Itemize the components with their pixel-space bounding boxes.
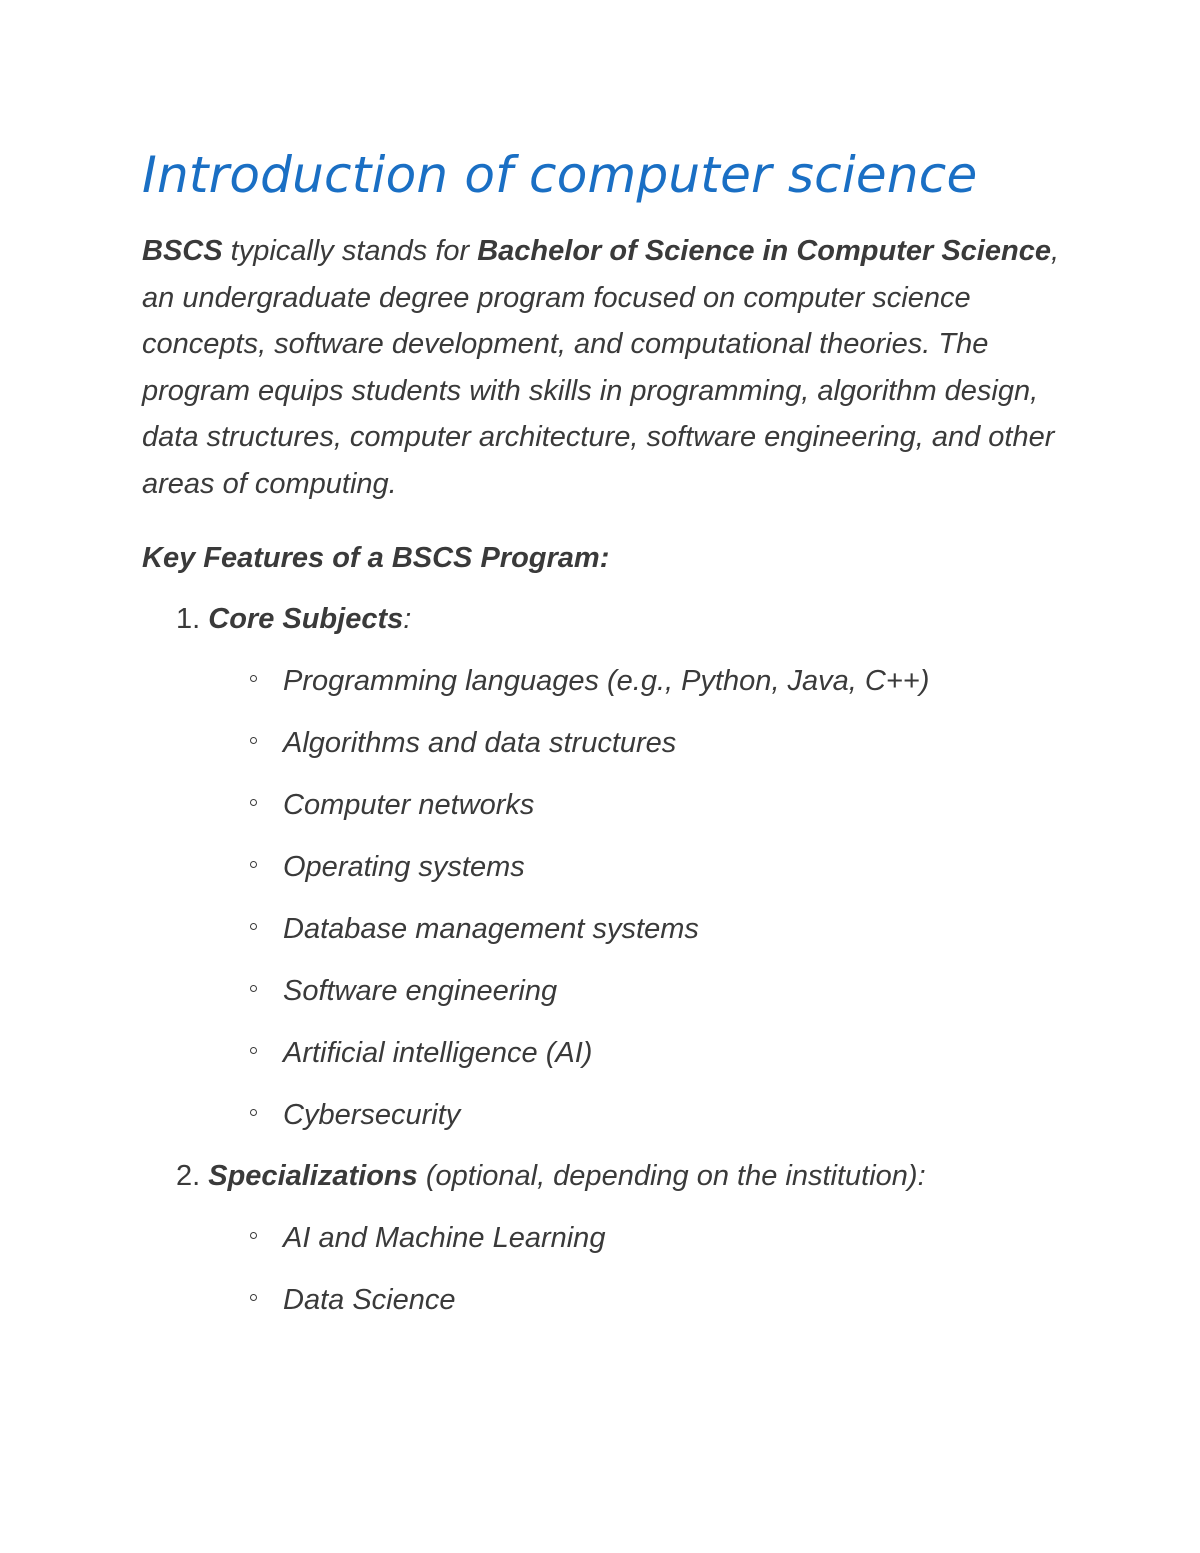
specializations-list xyxy=(142,1218,1062,1320)
hollow-circle-bullet-icon xyxy=(250,675,257,682)
intro-degree-name: Bachelor of Science in Computer Science xyxy=(477,235,1051,267)
list-item-text: Programming languages (e.g., Python, Java, C++) xyxy=(283,665,930,697)
section-heading xyxy=(142,1156,1062,1196)
list-item xyxy=(142,723,1062,763)
intro-term: BSCS xyxy=(142,235,223,267)
list-item xyxy=(142,785,1062,825)
list-item xyxy=(142,847,1062,887)
section-title: Specializations xyxy=(208,1160,418,1192)
hollow-circle-bullet-icon xyxy=(250,1047,257,1054)
list-item-text: Artificial intelligence (AI) xyxy=(283,1037,593,1069)
hollow-circle-bullet-icon xyxy=(250,985,257,992)
list-item-text: Database management systems xyxy=(283,913,699,945)
list-number: 1. xyxy=(176,603,201,635)
list-item-text: Data Science xyxy=(283,1284,456,1316)
hollow-circle-bullet-icon xyxy=(250,923,257,930)
list-item xyxy=(142,661,1062,701)
list-item xyxy=(142,1280,1062,1320)
hollow-circle-bullet-icon xyxy=(250,1109,257,1116)
list-item-text: Operating systems xyxy=(283,851,525,883)
intro-text-1: typically stands for xyxy=(222,235,478,267)
list-item-text: Computer networks xyxy=(283,789,535,821)
hollow-circle-bullet-icon xyxy=(250,1232,257,1239)
intro-paragraph xyxy=(142,228,1062,507)
section-suffix: : xyxy=(403,603,412,635)
list-item-text: Cybersecurity xyxy=(283,1099,461,1131)
hollow-circle-bullet-icon xyxy=(250,861,257,868)
hollow-circle-bullet-icon xyxy=(250,1294,257,1301)
list-item xyxy=(142,1033,1062,1073)
hollow-circle-bullet-icon xyxy=(250,737,257,744)
document-title: Introduction of computer science xyxy=(142,146,978,204)
hollow-circle-bullet-icon xyxy=(250,799,257,806)
key-features-heading: Key Features of a BSCS Program: xyxy=(142,542,610,574)
list-item xyxy=(142,599,1062,1135)
list-item xyxy=(142,1095,1062,1135)
list-item xyxy=(142,1218,1062,1258)
list-item-text: Algorithms and data structures xyxy=(283,727,677,759)
list-item-text: AI and Machine Learning xyxy=(283,1222,606,1254)
section-heading xyxy=(142,599,1062,639)
list-number: 2. xyxy=(176,1160,201,1192)
section-title: Core Subjects xyxy=(208,603,404,635)
core-subjects-list xyxy=(142,661,1062,1135)
document-page xyxy=(142,140,1062,1320)
list-item xyxy=(142,971,1062,1011)
features-list xyxy=(142,599,1062,1320)
section-suffix: (optional, depending on the institution): xyxy=(417,1160,926,1192)
intro-text-2: , an undergraduate degree program focused on computer science concepts, software development, and computational theories. The program equips students with skills in programming, algorithm design, data structures, computer architecture, software engineering, and other areas of computing. xyxy=(142,235,1060,500)
list-item xyxy=(142,1156,1062,1320)
list-item-text: Software engineering xyxy=(283,975,558,1007)
list-item xyxy=(142,909,1062,949)
